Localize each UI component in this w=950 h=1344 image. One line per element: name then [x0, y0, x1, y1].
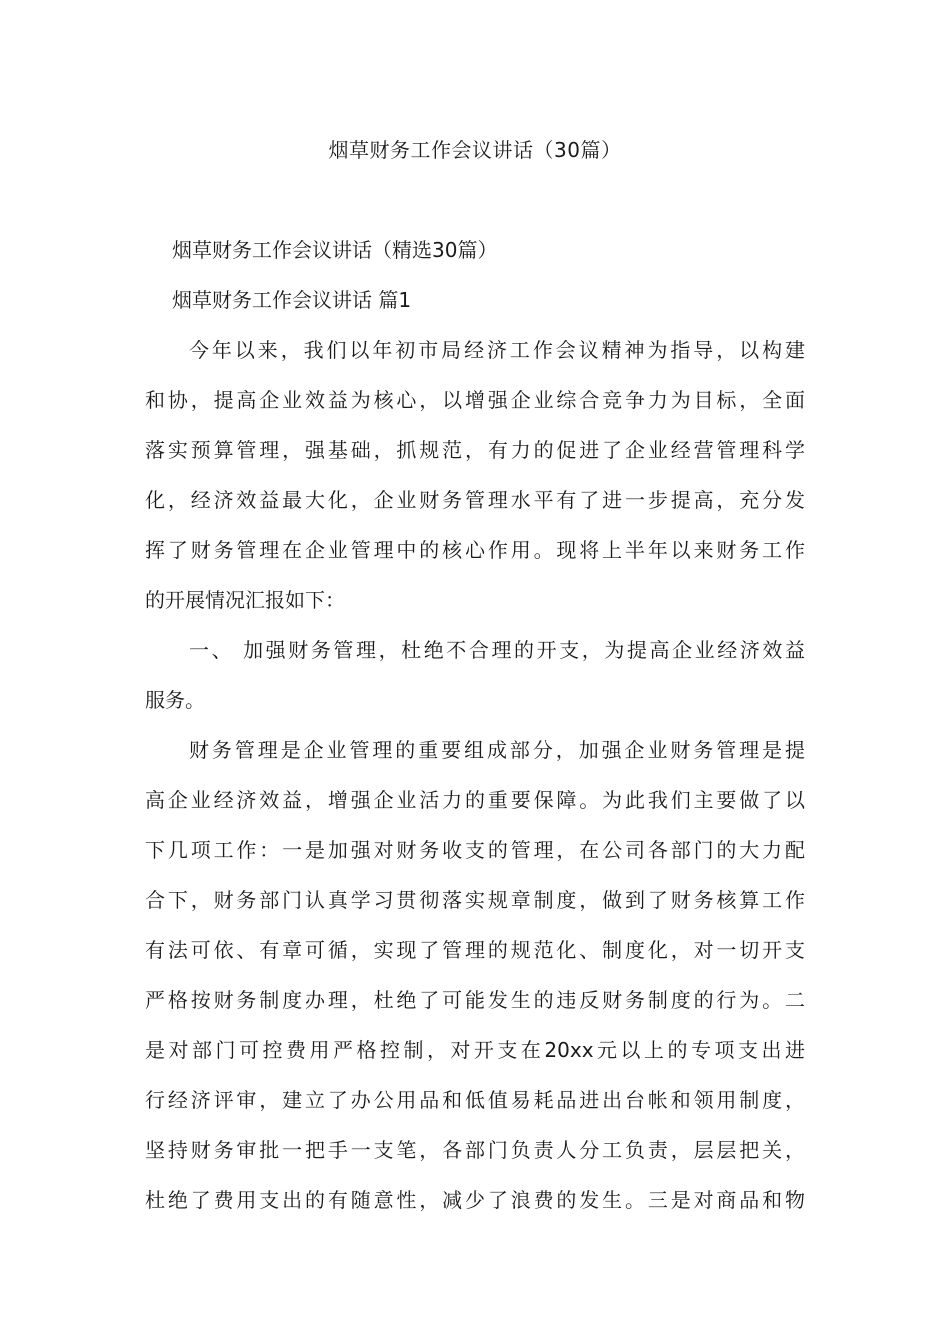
- paragraph-line: 有法可依、有章可循，实现了管理的规范化、制度化，对一切开支: [145, 938, 805, 962]
- paragraph-line: 行经济评审，建立了办公用品和低值易耗品进出台帐和领用制度，: [145, 1088, 805, 1112]
- paragraph-line: 严格按财务制度办理，杜绝了可能发生的违反财务制度的行为。二: [145, 988, 805, 1012]
- paragraph-line: 挥了财务管理在企业管理中的核心作用。现将上半年以来财务工作: [145, 538, 805, 562]
- paragraph-line: 落实预算管理，强基础，抓规范，有力的促进了企业经营管理科学: [145, 438, 805, 462]
- paragraph-line: 今年以来，我们以年初市局经济工作会议精神为指导，以构建: [189, 338, 805, 362]
- paragraph-line: 服务。: [145, 688, 205, 712]
- document-title: 烟草财务工作会议讲话（30篇）: [328, 138, 622, 162]
- section-heading: 烟草财务工作会议讲话 篇1: [172, 288, 412, 312]
- paragraph-line: 的开展情况汇报如下：: [145, 588, 345, 612]
- paragraph-line: 下几项工作：一是加强对财务收支的管理，在公司各部门的大力配: [145, 838, 805, 862]
- paragraph-line: 高企业经济效益，增强企业活力的重要保障。为此我们主要做了以: [145, 788, 805, 812]
- paragraph-line: 一、 加强财务管理，杜绝不合理的开支，为提高企业经济效益: [189, 638, 805, 662]
- paragraph-line: 财务管理是企业管理的重要组成部分，加强企业财务管理是提: [189, 738, 805, 762]
- document-subtitle: 烟草财务工作会议讲话（精选30篇）: [172, 238, 498, 262]
- paragraph-line: 杜绝了费用支出的有随意性，减少了浪费的发生。三是对商品和物: [145, 1188, 805, 1212]
- paragraph-line: 坚持财务审批一把手一支笔，各部门负责人分工负责，层层把关，: [145, 1138, 805, 1162]
- paragraph-line: 和协，提高企业效益为核心，以增强企业综合竞争力为目标，全面: [145, 388, 805, 412]
- paragraph-line: 化，经济效益最大化，企业财务管理水平有了进一步提高，充分发: [145, 488, 805, 512]
- paragraph-line: 是对部门可控费用严格控制，对开支在20xx元以上的专项支出进: [145, 1038, 805, 1062]
- paragraph-line: 合下，财务部门认真学习贯彻落实规章制度，做到了财务核算工作: [145, 888, 805, 912]
